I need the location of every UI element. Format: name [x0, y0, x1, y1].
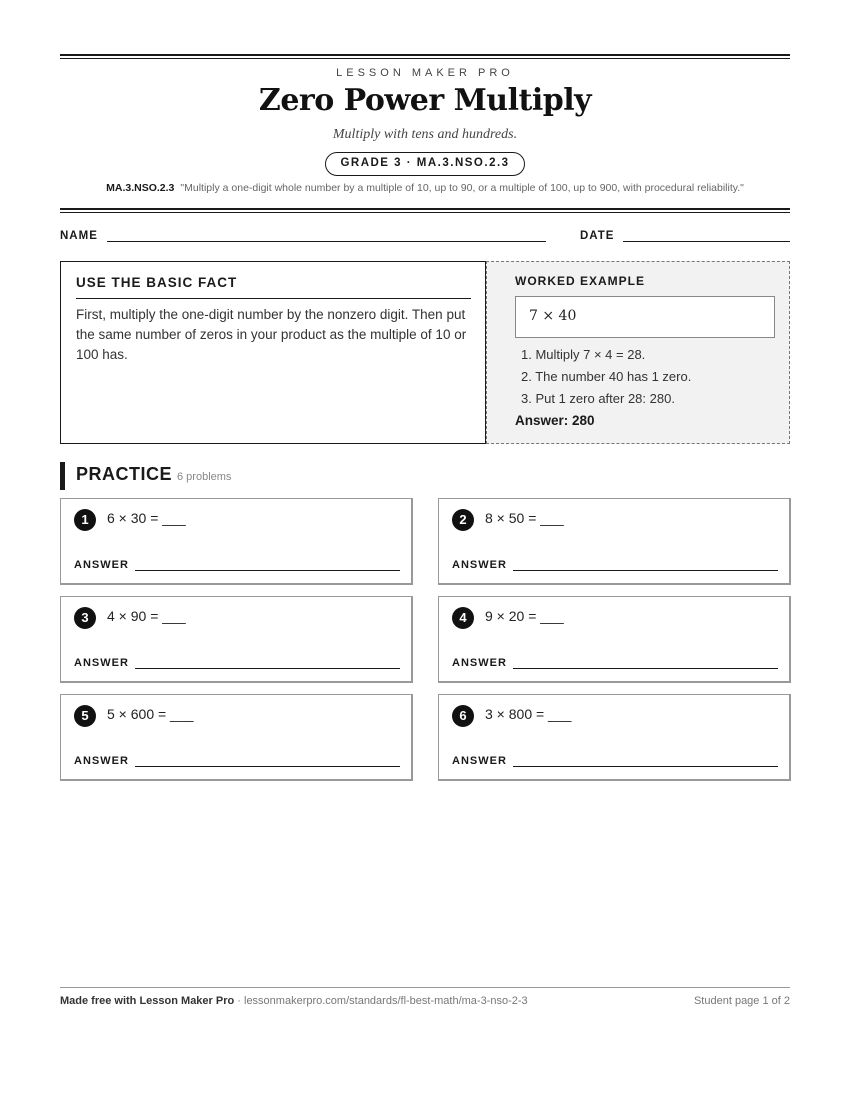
worked-example-step: 3. Put 1 zero after 28: 280. — [521, 391, 675, 406]
problem-number-badge: 6 — [452, 705, 474, 727]
answer-field[interactable] — [135, 766, 400, 767]
header-top-rule — [60, 54, 790, 59]
problem-card — [438, 694, 791, 781]
answer-field[interactable] — [513, 766, 778, 767]
standard-statement — [60, 182, 790, 194]
worked-example-steps — [515, 344, 691, 410]
footer-url: · lessonmakerpro.com/standards/fl-best-math/ma-3-nso-2-3 — [234, 995, 528, 1007]
name-label: NAME — [60, 230, 98, 242]
worked-example-problem: 7 × 40 — [515, 296, 775, 338]
answer-label: ANSWER — [452, 559, 507, 571]
basic-fact-divider — [76, 298, 471, 299]
worksheet-page — [60, 0, 790, 1100]
answer-field[interactable] — [513, 668, 778, 669]
practice-heading: PRACTICE — [76, 464, 173, 484]
answer-field[interactable] — [135, 570, 400, 571]
problem-number-badge: 2 — [452, 509, 474, 531]
worked-example-step: 1. Multiply 7 × 4 = 28. — [521, 347, 646, 362]
answer-label: ANSWER — [74, 755, 129, 767]
basic-fact-text: First, multiply the one-digit number by the nonzero digit. Then put the same number of zeros in your product as the multiple of 10 or 100 has. — [76, 307, 467, 362]
page-title: Zero Power Multiply — [258, 83, 592, 118]
problem-text: 3 × 800 = ___ — [485, 706, 572, 722]
standard-code: MA.3.NSO.2.3 — [106, 182, 175, 194]
problem-text: 6 × 30 = ___ — [107, 510, 186, 526]
footer-made-with: Made free with Lesson Maker Pro — [60, 995, 235, 1007]
answer-label: ANSWER — [452, 657, 507, 669]
footer-credit — [60, 995, 528, 1007]
problem-card — [438, 498, 791, 585]
standard-text: "Multiply a one-digit whole number by a multiple of 10, up to 90, or a multiple of 100, up to 900, with procedural reliability." — [180, 182, 744, 194]
page-subtitle: Multiply with tens and hundreds. — [332, 127, 518, 142]
basic-fact-heading: USE THE BASIC FACT — [76, 275, 238, 290]
problem-number-badge: 4 — [452, 607, 474, 629]
problem-number-badge: 3 — [74, 607, 96, 629]
problem-number-badge: 1 — [74, 509, 96, 531]
basic-fact-box — [60, 261, 486, 444]
problem-text: 8 × 50 = ___ — [485, 510, 564, 526]
practice-accent-bar — [60, 462, 65, 490]
problem-card — [60, 596, 413, 683]
brand-name: LESSON MAKER PRO — [336, 67, 514, 79]
problem-card — [60, 694, 413, 781]
problem-text: 5 × 600 = ___ — [107, 706, 194, 722]
problem-text: 4 × 90 = ___ — [107, 608, 186, 624]
answer-field[interactable] — [513, 570, 778, 571]
answer-label: ANSWER — [74, 657, 129, 669]
name-field[interactable] — [107, 241, 546, 242]
problem-number-badge: 5 — [74, 705, 96, 727]
answer-label: ANSWER — [74, 559, 129, 571]
footer-page-number: Student page 1 of 2 — [693, 995, 790, 1007]
worked-example-answer: Answer: 280 — [515, 413, 595, 428]
answer-label: ANSWER — [452, 755, 507, 767]
problem-card — [438, 596, 791, 683]
worked-example-heading: WORKED EXAMPLE — [515, 274, 646, 288]
header-bottom-rule — [60, 208, 790, 213]
practice-count: 6 problems — [177, 471, 232, 483]
grade-badge: GRADE 3 · MA.3.NSO.2.3 — [325, 152, 525, 176]
date-label: DATE — [580, 230, 615, 242]
problem-card — [60, 498, 413, 585]
footer-rule — [60, 987, 790, 988]
problem-text: 9 × 20 = ___ — [485, 608, 564, 624]
worked-example-step: 2. The number 40 has 1 zero. — [521, 369, 692, 384]
worked-example-box — [486, 261, 790, 444]
date-field[interactable] — [623, 241, 790, 242]
answer-field[interactable] — [135, 668, 400, 669]
